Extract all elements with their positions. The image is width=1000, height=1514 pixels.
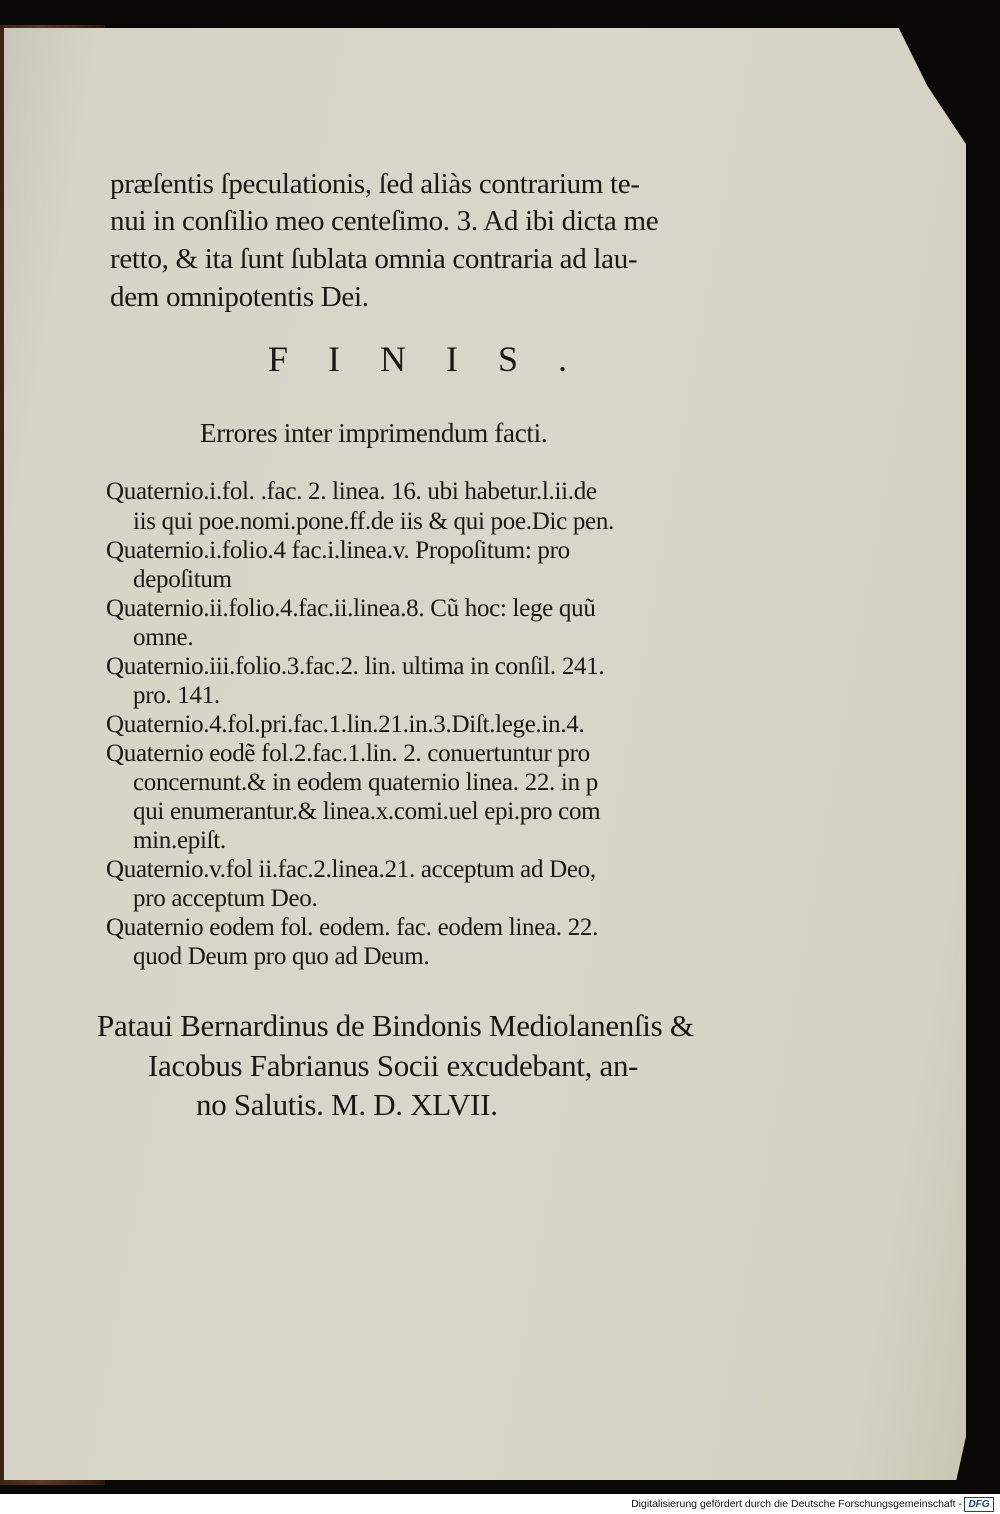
imprint-line: Iacobus Fabrianus Socii excudebant, an- bbox=[148, 1048, 639, 1083]
body-line: dem omnipotentis Dei. bbox=[110, 281, 369, 313]
errata-line: depoſitum bbox=[133, 566, 232, 593]
errata-line: Quaternio.i.folio.4 fac.i.linea.v. Propoſitum: pro bbox=[106, 537, 570, 564]
imprint-line: Pataui Bernardinus de Bindonis Mediolanenſis & bbox=[97, 1008, 694, 1043]
errata-line: quod Deum pro quo ad Deum. bbox=[133, 943, 430, 970]
errata-line: pro. 141. bbox=[133, 682, 220, 709]
errata-line: Quaternio.ii.folio.4.fac.ii.linea.8. Cũ hoc: lege quũ bbox=[106, 595, 596, 622]
funding-credit: Digitalisierung gefördert durch die Deutsche Forschungsgemeinschaft - bbox=[631, 1498, 962, 1510]
errata-line: concernunt.& in eodem quaternio linea. 22. in p bbox=[133, 769, 598, 796]
finis-heading: FINIS. bbox=[268, 339, 608, 379]
errata-line: Quaternio.4.fol.pri.fac.1.lin.21.in.3.Diſt.lege.in.4. bbox=[106, 711, 585, 738]
imprint-line: no Salutis. M. D. XLVII. bbox=[196, 1087, 498, 1122]
errata-line: Quaternio.i.fol. .fac. 2. linea. 16. ubi habetur.l.ii.de bbox=[106, 478, 597, 505]
errata-line: omne. bbox=[133, 624, 194, 651]
errata-line: Quaternio eodem fol. eodem. fac. eodem linea. 22. bbox=[106, 914, 599, 941]
errata-line: iis qui poe.nomi.pone.ff.de iis & qui poe.Dic pen. bbox=[133, 508, 614, 535]
errata-line: Quaternio.iii.folio.3.fac.2. lin. ultima in conſil. 241. bbox=[106, 653, 605, 680]
errata-title: Errores inter imprimendum facti. bbox=[200, 418, 548, 448]
body-line: retto, & ita ſunt ſublata omnia contraria ad lau- bbox=[110, 243, 638, 275]
errata-line: Quaternio.v.fol ii.fac.2.linea.21. acceptum ad Deo, bbox=[106, 856, 596, 883]
errata-line: Quaternio eodẽ fol.2.fac.1.lin. 2. conuertuntur pro bbox=[106, 740, 590, 767]
body-line: præſentis ſpeculationis, ſed aliàs contrarium te- bbox=[110, 168, 640, 200]
errata-line: qui enumerantur.& linea.x.comi.uel epi.pro com bbox=[133, 798, 601, 825]
errata-line: min.epiſt. bbox=[133, 827, 226, 854]
dfg-logo-icon: DFG bbox=[964, 1497, 994, 1512]
body-line: nui in conſilio meo centeſimo. 3. Ad ibi dicta me bbox=[110, 205, 659, 237]
errata-line: pro acceptum Deo. bbox=[133, 885, 318, 912]
